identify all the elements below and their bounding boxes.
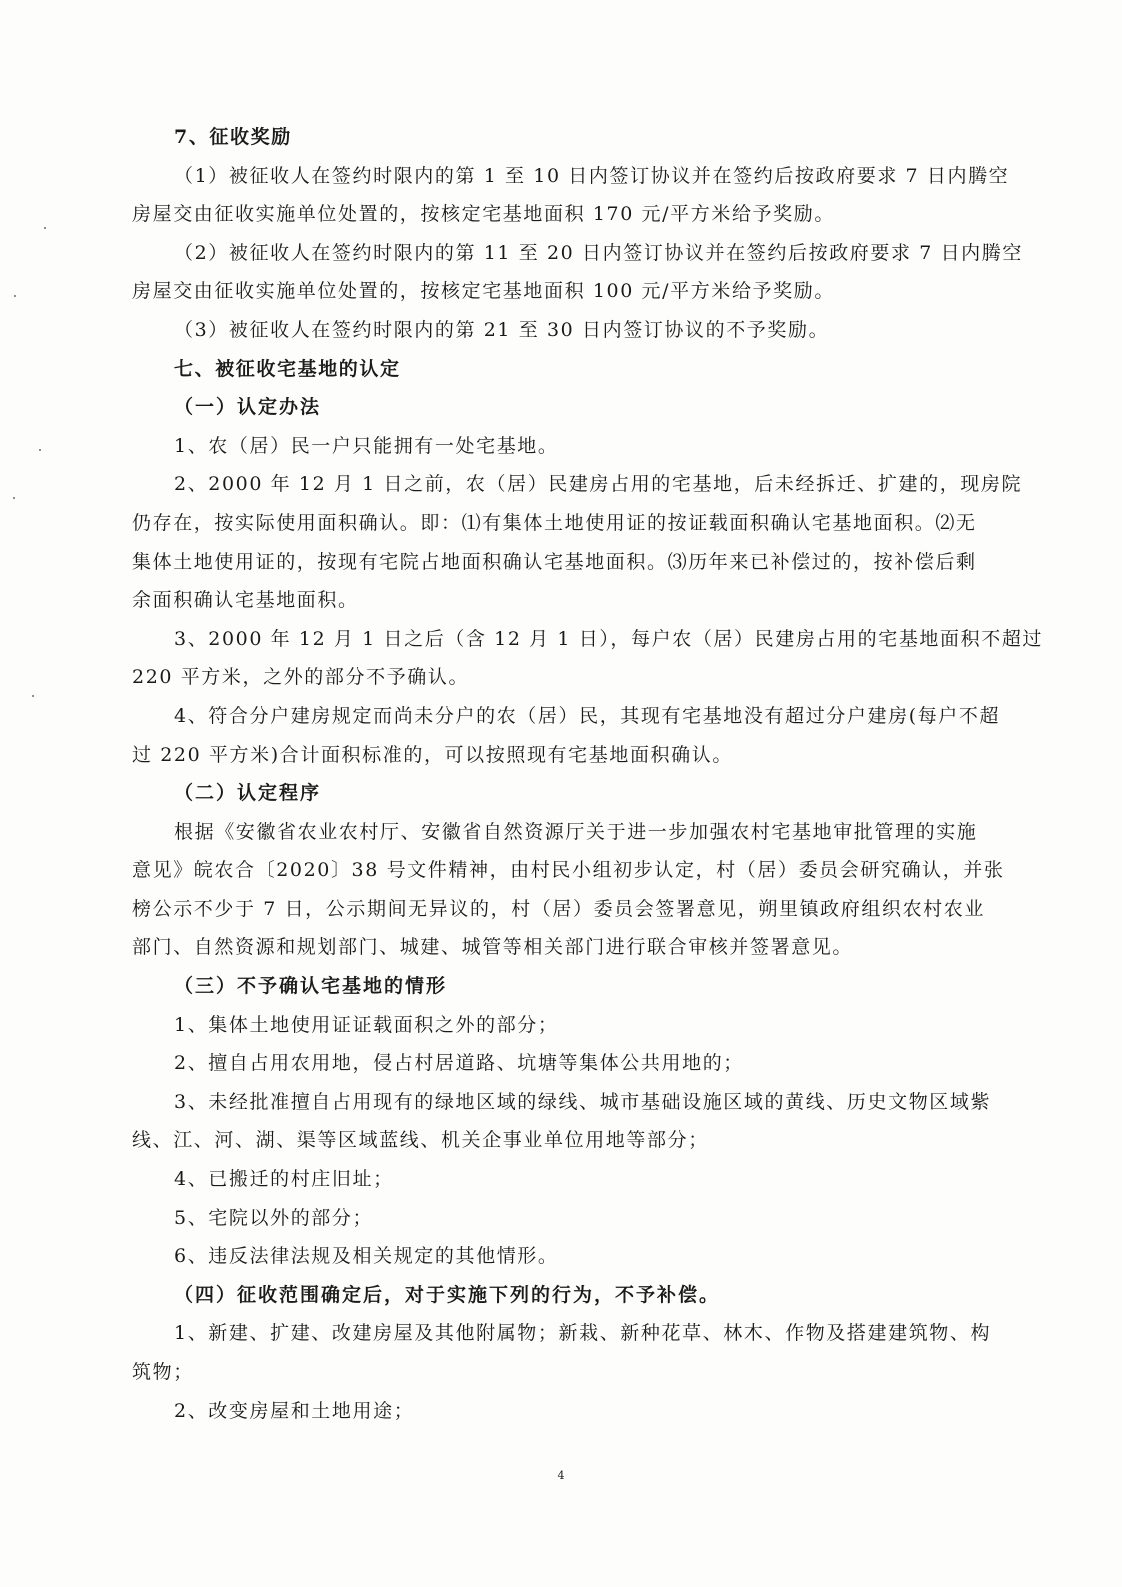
paragraph-line: 2、改变房屋和土地用途； — [174, 1399, 415, 1422]
paragraph-line: 余面积确认宅基地面积。 — [132, 589, 359, 612]
paragraph-line: 线、江、河、湖、渠等区域蓝线、机关企事业单位用地等部分； — [132, 1129, 709, 1152]
paragraph-line: 1、集体土地使用证证载面积之外的部分； — [174, 1013, 559, 1036]
paragraph-line: 房屋交由征收实施单位处置的，按核定宅基地面积 170 元/平方米给予奖励。 — [132, 203, 835, 226]
paragraph-line: 部门、自然资源和规划部门、城建、城管等相关部门进行联合审核并签署意见。 — [132, 936, 854, 959]
paragraph-line: 筑物； — [132, 1361, 194, 1383]
page-number: 4 — [557, 1469, 565, 1482]
paragraph-line: 2、2000 年 12 月 1 日之前，农（居）民建房占用的宅基地，后未经拆迁、扩建的，现房院 — [174, 473, 1023, 496]
scan-speck — [14, 295, 16, 297]
paragraph-line: 1、农（居）民一户只能拥有一处宅基地。 — [174, 434, 559, 457]
scan-speck — [32, 695, 34, 697]
paragraph-line: 5、宅院以外的部分； — [174, 1206, 374, 1229]
scan-speck — [39, 449, 41, 451]
paragraph-line: 3、未经批准擅自占用现有的绿地区域的绿线、城市基础设施区域的黄线、历史文物区域紫 — [174, 1090, 992, 1113]
document-body — [132, 118, 1044, 1430]
paragraph-line: 集体土地使用证的，按现有宅院占地面积确认宅基地面积。⑶历年来已补偿过的，按补偿后剩 — [132, 550, 977, 573]
paragraph-line: （1）被征收人在签约时限内的第 1 至 10 日内签订协议并在签约后按政府要求 7 日内腾空 — [174, 164, 1010, 187]
paragraph-line: 1、新建、扩建、改建房屋及其他附属物；新栽、新种花草、林木、作物及搭建建筑物、构 — [174, 1322, 992, 1345]
subsection-heading: （四）征收范围确定后，对于实施下列的行为，不予补偿。 — [174, 1283, 721, 1306]
scan-speck — [13, 497, 15, 499]
paragraph-line: 意见》皖农合〔2020〕38 号文件精神，由村民小组初步认定，村（居）委员会研究确认，并张 — [132, 859, 1005, 882]
section-heading: 7、征收奖励 — [174, 126, 292, 148]
subsection-heading: （一）认定办法 — [174, 396, 322, 419]
paragraph-line: 榜公示不少于 7 日，公示期间无异议的，村（居）委员会签署意见，朔里镇政府组织农村农业 — [132, 897, 985, 920]
paragraph-line: 4、符合分户建房规定而尚未分户的农（居）民，其现有宅基地没有超过分户建房(每户不超 — [174, 704, 1001, 727]
paragraph-line: 6、违反法律法规及相关规定的其他情形。 — [174, 1245, 559, 1268]
paragraph-line: 房屋交由征收实施单位处置的，按核定宅基地面积 100 元/平方米给予奖励。 — [132, 280, 835, 303]
section-heading: 七、被征收宅基地的认定 — [174, 357, 401, 380]
paragraph-line: 220 平方米，之外的部分不予确认。 — [132, 666, 470, 689]
paragraph-line: 2、擅自占用农用地，侵占村居道路、坑塘等集体公共用地的； — [174, 1052, 744, 1075]
paragraph-line: 仍存在，按实际使用面积确认。即：⑴有集体土地使用证的按证载面积确认宅基地面积。⑵无 — [132, 511, 977, 534]
scan-speck — [44, 227, 46, 229]
paragraph-line: 过 220 平方米)合计面积标准的，可以按照现有宅基地面积确认。 — [132, 743, 733, 766]
paragraph-line: （3）被征收人在签约时限内的第 21 至 30 日内签订协议的不予奖励。 — [174, 318, 830, 341]
paragraph-line: 根据《安徽省农业农村厅、安徽省自然资源厅关于进一步加强农村宅基地审批管理的实施 — [174, 820, 978, 843]
subsection-heading: （三）不予确认宅基地的情形 — [174, 975, 448, 998]
paragraph-line: （2）被征收人在签约时限内的第 11 至 20 日内签订协议并在签约后按政府要求 7 日内腾空 — [174, 241, 1023, 264]
paragraph-line: 4、已搬迁的村庄旧址； — [174, 1168, 394, 1191]
paragraph-line: 3、2000 年 12 月 1 日之后（含 12 月 1 日），每户农（居）民建房占用的宅基地面积不超过 — [174, 627, 1044, 650]
subsection-heading: （二）认定程序 — [174, 782, 322, 805]
